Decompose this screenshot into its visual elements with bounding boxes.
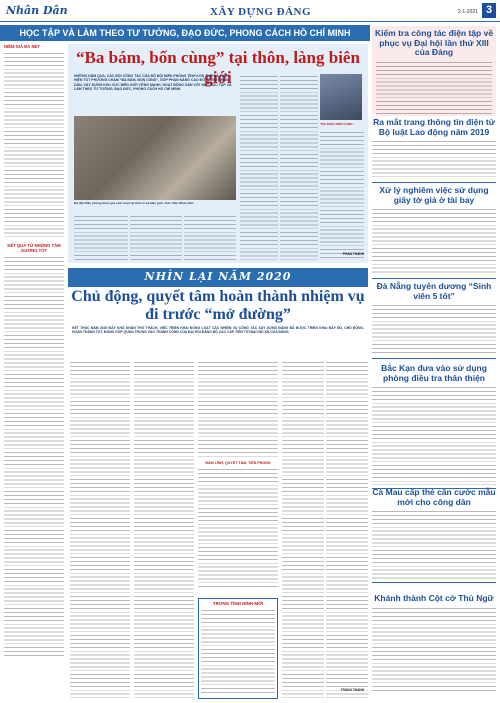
left-body-text-2: [4, 255, 64, 659]
right-article-6-title: Cà Mau cấp thẻ căn cước mẫu mới cho công dân: [372, 487, 496, 507]
divider: [372, 358, 496, 359]
right-article-6-text: [372, 509, 496, 579]
feature-article: [68, 44, 368, 263]
masthead: Nhân Dân: [6, 4, 68, 17]
right-article-7: [372, 594, 496, 694]
feature-text-col-5: [280, 74, 318, 260]
page-number: 3: [482, 3, 496, 18]
divider: [372, 182, 496, 183]
feature-text-col-2: [130, 214, 182, 260]
sidebar-box-text: [201, 608, 275, 696]
year-review-title: NHÌN LẠI NĂM 2020: [144, 270, 292, 283]
inset-photo: [320, 74, 362, 120]
issue-date: 2-1-2021: [457, 9, 478, 15]
right-article-5-title: Bắc Kạn đưa vào sử dụng phòng điều tra thân thiện: [381, 363, 487, 383]
year-review-sidebar-box: [198, 598, 278, 699]
right-article-4: [372, 282, 496, 362]
year-review-col-4: [282, 360, 324, 698]
left-body-text: [4, 51, 64, 237]
year-review-col-3-text-2: [198, 467, 278, 587]
feature-headline: “Ba bám, bốn cùng” tại thôn, làng biên giới: [76, 48, 360, 87]
feature-lead: NHỮNG NĂM QUA, CÁC ĐỘI CÔNG TÁC CỦA BỘ ĐỘI BIÊN PHÒNG TỈNH KON TUM ĐÃ THỰC HIỆN TỐT PHƯƠNG CHÂM “BA BÁM, BỐN CÙNG”, GÓP PHẦN NÂNG CAO ĐỜI SỐNG NHÂN DÂN, XÂY DỰNG KHU VỰC BIÊN GIỚI VỮNG MẠNH. HOẠT ĐỘNG GẮN VỚI VIỆC HỌC TẬP VÀ LÀM THEO TƯ TƯỞNG, ĐẠO ĐỨC, PHONG CÁCH HỒ CHÍ MINH.: [74, 74, 232, 91]
feature-text-col-3: [184, 214, 236, 260]
byline-2: TRUNG THÀNH: [340, 688, 364, 692]
right-article-1-title: Kiểm tra công tác điện tập về phục vụ Đại hội lần thứ XIII của Đảng: [374, 28, 494, 57]
left-kicker: NIỀM GIÁ ĐÁ NÉT: [4, 44, 40, 49]
right-article-5-text: [372, 385, 496, 485]
right-article-5: [372, 364, 496, 492]
right-article-6: [372, 488, 496, 586]
left-column: [4, 44, 64, 659]
right-article-2: [372, 118, 496, 186]
divider: [372, 278, 496, 279]
year-review-col-2: [134, 360, 194, 698]
feature-text-col-6: [320, 130, 364, 260]
byline-1: PHAN THÀNH: [342, 252, 364, 256]
year-review-subhead: ĐẢM LĨNH, QUYẾT TÂM, TIÊN PHONG: [205, 461, 271, 465]
year-review-band: [68, 268, 368, 287]
right-article-1: [372, 26, 496, 114]
left-kicker-2: KẾT QUẢ TỪ NHỮNG TẤM GƯƠNG TỐT: [7, 243, 61, 253]
right-article-3-text: [372, 207, 496, 275]
year-review-col-5: [326, 360, 368, 698]
feature-photo: [74, 116, 236, 200]
page-header: [0, 0, 500, 22]
feature-text-col-4: [240, 74, 278, 260]
year-review-col-1: [70, 360, 130, 698]
right-article-4-text: [372, 303, 496, 355]
year-review-headline: Chủ động, quyết tâm hoàn thành nhiệm vụ đi trước “mở đường”: [71, 288, 365, 323]
right-article-3: [372, 186, 496, 282]
sidebar-box-title: TRONG TÌNH HÌNH MỚI: [212, 601, 264, 606]
section-title: XÂY DỰNG ĐẢNG: [210, 6, 312, 18]
right-article-7-text: [372, 606, 496, 694]
feature-text-col-1: [74, 214, 128, 260]
right-article-7-title: Khánh thành Cột cờ Thủ Ngữ: [374, 593, 494, 603]
year-review-lead: KẾT THÚC NĂM 2020 ĐẦY KHÓ KHĂN THỬ THÁCH, VIỆC TRIỂN KHAI ĐỒNG LOẠT CÁC NHIỆM VỤ CÔNG TÁC XÂY DỰNG ĐẢNG ĐÃ ĐƯỢC TRIỂN KHAI ĐẦY ĐỦ, CHỦ ĐỘNG, HOÀN THÀNH TỐT, ĐÓNG GÓP QUAN TRỌNG VÀO THÀNH CÔNG CỦA ĐẠI HỘI ĐẢNG BỘ CÁC CẤP TIẾN TỚI ĐẠI HỘI XIII CỦA ĐẢNG.: [72, 326, 364, 335]
right-article-3-title: Xử lý nghiêm việc sử dụng giấy tờ giả ở tài bay: [379, 185, 489, 205]
spacer: [300, 44, 301, 45]
topic-banner: HỌC TẬP VÀ LÀM THEO TƯ TƯỞNG, ĐẠO ĐỨC, PHONG CÁCH HỒ CHÍ MINH: [0, 25, 370, 41]
right-article-4-title: Đà Nẵng tuyên dương “Sinh viên 5 tốt”: [376, 281, 492, 301]
year-review-col-3-text: [198, 360, 278, 458]
right-article-1-text: [376, 60, 492, 116]
right-article-2-title: Ra mắt trang thông tin điện tử Bộ luật Lao động năm 2019: [373, 117, 495, 137]
year-review-col-3: [198, 360, 278, 587]
feature-photo-caption: Bộ đội Biên phòng tham gia sinh hoạt tại thôn ở xã biên giới. Ảnh: Báo Nhân Dân: [74, 201, 194, 205]
inset-caption: “BA BÁM, BỐN CÙNG”: [320, 122, 354, 126]
divider: [372, 582, 496, 583]
right-article-2-text: [372, 139, 496, 179]
